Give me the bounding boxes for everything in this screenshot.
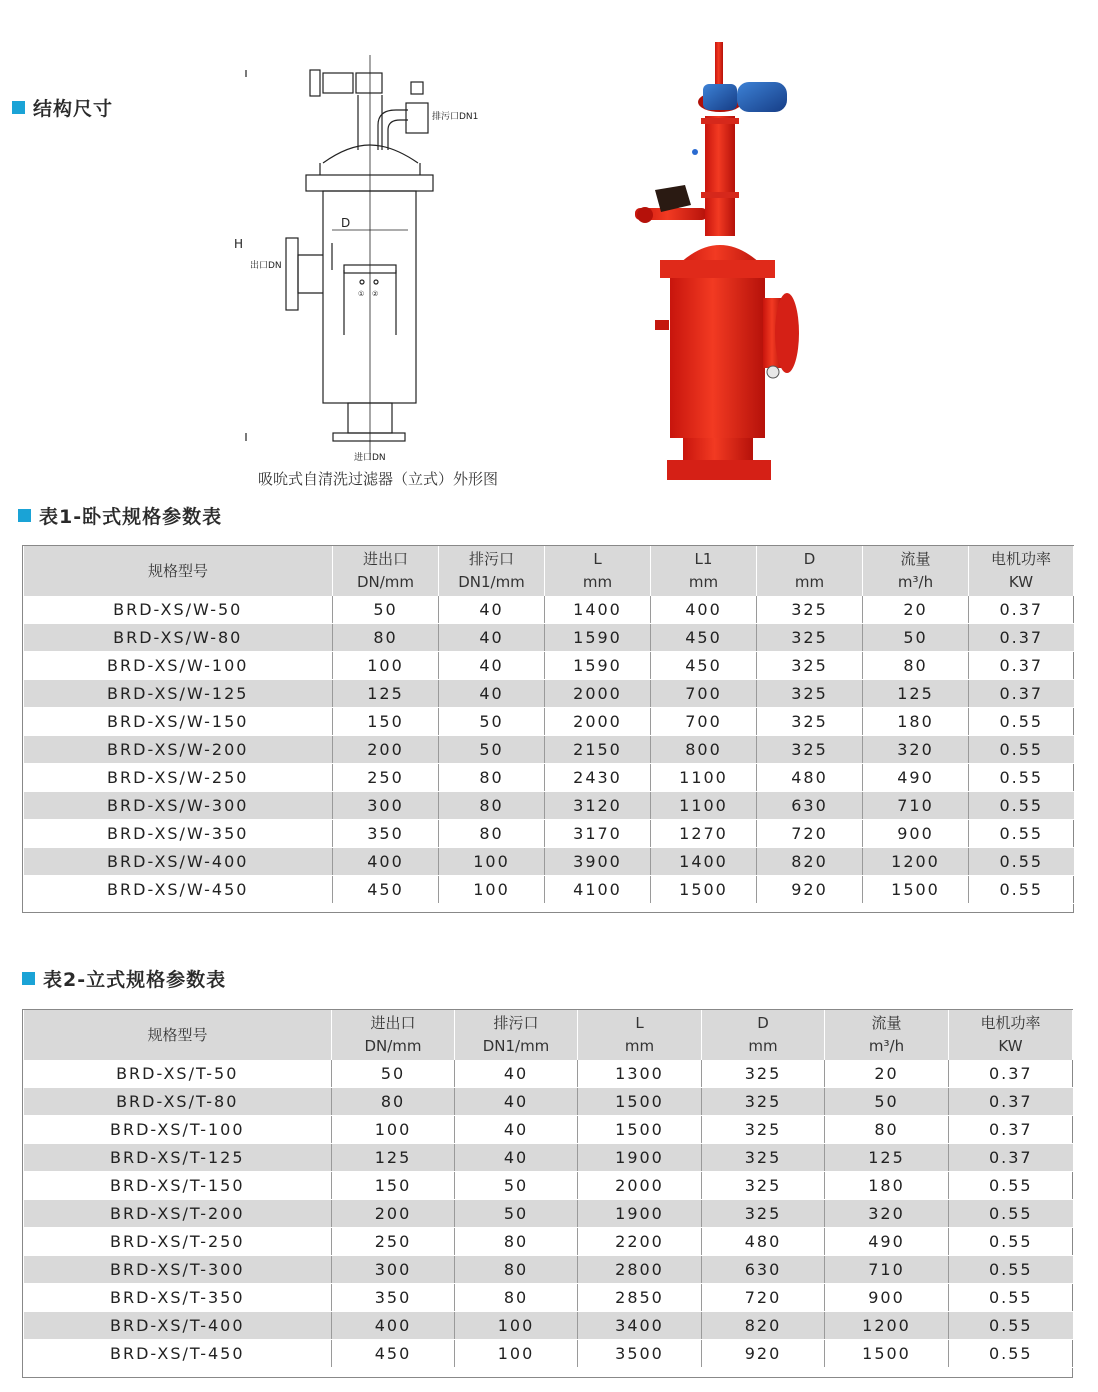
model-cell: BRD-XS/T-125 (24, 1144, 332, 1172)
value-cell: 1300 (578, 1060, 702, 1088)
value-cell: 2430 (545, 764, 651, 792)
table2-header-model: 规格型号 (24, 1010, 332, 1060)
table2 (23, 1010, 1073, 1368)
value-cell: 1590 (545, 652, 651, 680)
value-cell: 40 (455, 1116, 578, 1144)
value-cell: 80 (439, 792, 545, 820)
value-cell: 480 (757, 764, 863, 792)
table2-header-drain: 排污口 DN1/mm (455, 1010, 578, 1060)
value-cell: 450 (651, 624, 757, 652)
drawing-label-drain: 排污口DN1 (432, 112, 479, 122)
table-row (24, 1228, 1073, 1256)
value-cell: 2000 (545, 680, 651, 708)
table-row (24, 848, 1074, 876)
value-cell: 1200 (825, 1312, 949, 1340)
value-cell: 80 (863, 652, 969, 680)
value-cell: 0.55 (969, 708, 1074, 736)
model-cell: BRD-XS/T-150 (24, 1172, 332, 1200)
value-cell: 50 (455, 1172, 578, 1200)
value-cell: 0.55 (949, 1256, 1073, 1284)
value-cell: 0.37 (949, 1060, 1073, 1088)
value-cell: 100 (455, 1340, 578, 1368)
table-row (24, 1116, 1073, 1144)
value-cell: 40 (439, 680, 545, 708)
drawing-label-d: D (341, 216, 351, 230)
table-row (24, 1088, 1073, 1116)
table1-header-port: 进出口 DN/mm (333, 546, 439, 596)
table2-header-power: 电机功率 KW (949, 1010, 1073, 1060)
value-cell: 920 (702, 1340, 825, 1368)
value-cell: 80 (455, 1228, 578, 1256)
value-cell: 0.37 (949, 1088, 1073, 1116)
value-cell: 0.55 (969, 820, 1074, 848)
table1-title-text: 表1-卧式规格参数表 (39, 506, 223, 528)
model-cell: BRD-XS/W-450 (24, 876, 333, 904)
value-cell: 710 (825, 1256, 949, 1284)
model-cell: BRD-XS/T-200 (24, 1200, 332, 1228)
table2-header-d: D mm (702, 1010, 825, 1060)
table-row (24, 680, 1074, 708)
value-cell: 3170 (545, 820, 651, 848)
value-cell: 80 (439, 764, 545, 792)
model-cell: BRD-XS/W-400 (24, 848, 333, 876)
value-cell: 325 (757, 736, 863, 764)
value-cell: 325 (757, 680, 863, 708)
value-cell: 3900 (545, 848, 651, 876)
filter-product-photo (625, 40, 815, 495)
value-cell: 100 (333, 652, 439, 680)
value-cell: 630 (757, 792, 863, 820)
table2-header-flow: 流量 m³/h (825, 1010, 949, 1060)
value-cell: 920 (757, 876, 863, 904)
value-cell: 0.37 (949, 1144, 1073, 1172)
value-cell: 125 (863, 680, 969, 708)
value-cell: 3400 (578, 1312, 702, 1340)
value-cell: 200 (332, 1200, 455, 1228)
filter-outline-drawing (228, 55, 479, 465)
value-cell: 0.55 (969, 792, 1074, 820)
value-cell: 50 (825, 1088, 949, 1116)
value-cell: 0.55 (949, 1200, 1073, 1228)
value-cell: 325 (702, 1116, 825, 1144)
drawing-label-outlet: 出口DN (250, 261, 282, 271)
value-cell: 0.37 (969, 624, 1074, 652)
value-cell: 450 (651, 652, 757, 680)
value-cell: 50 (439, 736, 545, 764)
value-cell: 50 (332, 1060, 455, 1088)
model-cell: BRD-XS/W-100 (24, 652, 333, 680)
value-cell: 700 (651, 708, 757, 736)
table1-header-d: D mm (757, 546, 863, 596)
value-cell: 1500 (578, 1088, 702, 1116)
value-cell: 4100 (545, 876, 651, 904)
value-cell: 0.37 (969, 596, 1074, 624)
model-cell: BRD-XS/W-125 (24, 680, 333, 708)
value-cell: 2200 (578, 1228, 702, 1256)
drawing-label-inlet: 进口DN (354, 453, 386, 463)
drawing-mark-2: ② (372, 290, 379, 298)
value-cell: 50 (863, 624, 969, 652)
value-cell: 300 (333, 792, 439, 820)
value-cell: 710 (863, 792, 969, 820)
table-row (24, 1200, 1073, 1228)
model-cell: BRD-XS/T-250 (24, 1228, 332, 1256)
value-cell: 1200 (863, 848, 969, 876)
value-cell: 325 (702, 1088, 825, 1116)
model-cell: BRD-XS/T-350 (24, 1284, 332, 1312)
value-cell: 325 (757, 652, 863, 680)
value-cell: 100 (455, 1312, 578, 1340)
value-cell: 350 (332, 1284, 455, 1312)
value-cell: 1500 (578, 1116, 702, 1144)
value-cell: 450 (333, 876, 439, 904)
table2-header-l: L mm (578, 1010, 702, 1060)
value-cell: 0.55 (969, 736, 1074, 764)
table-row (24, 820, 1074, 848)
value-cell: 80 (455, 1256, 578, 1284)
value-cell: 40 (455, 1088, 578, 1116)
value-cell: 3500 (578, 1340, 702, 1368)
value-cell: 720 (702, 1284, 825, 1312)
table1 (23, 546, 1074, 904)
value-cell: 0.55 (969, 848, 1074, 876)
section-title-structure (12, 94, 113, 121)
value-cell: 150 (332, 1172, 455, 1200)
value-cell: 200 (333, 736, 439, 764)
value-cell: 320 (863, 736, 969, 764)
value-cell: 40 (439, 652, 545, 680)
value-cell: 50 (455, 1200, 578, 1228)
value-cell: 40 (439, 624, 545, 652)
value-cell: 40 (439, 596, 545, 624)
value-cell: 250 (332, 1228, 455, 1256)
value-cell: 1100 (651, 764, 757, 792)
model-cell: BRD-XS/W-80 (24, 624, 333, 652)
table-row (24, 1340, 1073, 1368)
value-cell: 80 (825, 1116, 949, 1144)
model-cell: BRD-XS/W-250 (24, 764, 333, 792)
drawing-mark-1: ① (358, 290, 365, 298)
value-cell: 20 (863, 596, 969, 624)
value-cell: 0.55 (949, 1228, 1073, 1256)
table2-title-text: 表2-立式规格参数表 (43, 969, 227, 991)
value-cell: 900 (863, 820, 969, 848)
value-cell: 325 (702, 1172, 825, 1200)
value-cell: 125 (332, 1144, 455, 1172)
table1-header-l: L mm (545, 546, 651, 596)
value-cell: 1500 (863, 876, 969, 904)
value-cell: 80 (333, 624, 439, 652)
value-cell: 630 (702, 1256, 825, 1284)
model-cell: BRD-XS/T-50 (24, 1060, 332, 1088)
section-title-text: 结构尺寸 (33, 98, 114, 120)
value-cell: 180 (825, 1172, 949, 1200)
table1-title (18, 502, 222, 529)
value-cell: 1590 (545, 624, 651, 652)
value-cell: 350 (333, 820, 439, 848)
table2-body (24, 1060, 1073, 1368)
value-cell: 150 (333, 708, 439, 736)
value-cell: 800 (651, 736, 757, 764)
value-cell: 820 (702, 1312, 825, 1340)
value-cell: 1100 (651, 792, 757, 820)
value-cell: 300 (332, 1256, 455, 1284)
value-cell: 325 (757, 708, 863, 736)
value-cell: 1400 (545, 596, 651, 624)
value-cell: 720 (757, 820, 863, 848)
value-cell: 2850 (578, 1284, 702, 1312)
value-cell: 2000 (545, 708, 651, 736)
bullet-square-icon (18, 509, 31, 522)
value-cell: 900 (825, 1284, 949, 1312)
model-cell: BRD-XS/T-450 (24, 1340, 332, 1368)
table-row (24, 736, 1074, 764)
bullet-square-icon (22, 972, 35, 985)
value-cell: 0.55 (949, 1312, 1073, 1340)
value-cell: 100 (439, 876, 545, 904)
value-cell: 400 (333, 848, 439, 876)
value-cell: 80 (332, 1088, 455, 1116)
value-cell: 0.55 (949, 1172, 1073, 1200)
table-row (24, 792, 1074, 820)
table1-body (24, 596, 1074, 904)
value-cell: 1400 (651, 848, 757, 876)
model-cell: BRD-XS/W-350 (24, 820, 333, 848)
table1-header-l1: L1 mm (651, 546, 757, 596)
table-row (24, 1060, 1073, 1088)
model-cell: BRD-XS/T-300 (24, 1256, 332, 1284)
value-cell: 20 (825, 1060, 949, 1088)
value-cell: 2150 (545, 736, 651, 764)
table-row (24, 1144, 1073, 1172)
table1-header-model: 规格型号 (24, 546, 333, 596)
value-cell: 480 (702, 1228, 825, 1256)
value-cell: 100 (332, 1116, 455, 1144)
table1-header-row (24, 546, 1074, 596)
value-cell: 0.55 (969, 764, 1074, 792)
value-cell: 325 (757, 624, 863, 652)
table1-header-drain: 排污口 DN1/mm (439, 546, 545, 596)
table1-header-power: 电机功率 KW (969, 546, 1074, 596)
value-cell: 325 (702, 1144, 825, 1172)
value-cell: 325 (757, 596, 863, 624)
model-cell: BRD-XS/W-150 (24, 708, 333, 736)
table-row (24, 1284, 1073, 1312)
table2-header-port: 进出口 DN/mm (332, 1010, 455, 1060)
table-row (24, 708, 1074, 736)
value-cell: 400 (332, 1312, 455, 1340)
table-row (24, 596, 1074, 624)
value-cell: 320 (825, 1200, 949, 1228)
value-cell: 1270 (651, 820, 757, 848)
value-cell: 400 (651, 596, 757, 624)
value-cell: 80 (439, 820, 545, 848)
value-cell: 1500 (825, 1340, 949, 1368)
value-cell: 125 (825, 1144, 949, 1172)
value-cell: 50 (439, 708, 545, 736)
model-cell: BRD-XS/T-400 (24, 1312, 332, 1340)
value-cell: 125 (333, 680, 439, 708)
drawing-caption: 吸吮式自清洗过滤器（立式）外形图 (258, 470, 499, 488)
model-cell: BRD-XS/T-100 (24, 1116, 332, 1144)
value-cell: 2000 (578, 1172, 702, 1200)
table-row (24, 652, 1074, 680)
table-row (24, 876, 1074, 904)
model-cell: BRD-XS/T-80 (24, 1088, 332, 1116)
value-cell: 50 (333, 596, 439, 624)
value-cell: 490 (825, 1228, 949, 1256)
value-cell: 820 (757, 848, 863, 876)
value-cell: 180 (863, 708, 969, 736)
table2-header-row (24, 1010, 1073, 1060)
value-cell: 325 (702, 1200, 825, 1228)
value-cell: 450 (332, 1340, 455, 1368)
value-cell: 0.55 (969, 876, 1074, 904)
value-cell: 325 (702, 1060, 825, 1088)
value-cell: 0.37 (949, 1116, 1073, 1144)
model-cell: BRD-XS/W-300 (24, 792, 333, 820)
table-row (24, 1172, 1073, 1200)
value-cell: 250 (333, 764, 439, 792)
table-row (24, 1312, 1073, 1340)
table-row (24, 1256, 1073, 1284)
table2-title (22, 965, 226, 992)
bullet-square-icon (12, 101, 25, 114)
model-cell: BRD-XS/W-50 (24, 596, 333, 624)
value-cell: 100 (439, 848, 545, 876)
table1-header-flow: 流量 m³/h (863, 546, 969, 596)
model-cell: BRD-XS/W-200 (24, 736, 333, 764)
value-cell: 1900 (578, 1200, 702, 1228)
drawing-label-h: H (234, 237, 244, 251)
value-cell: 0.37 (969, 680, 1074, 708)
value-cell: 2800 (578, 1256, 702, 1284)
value-cell: 0.55 (949, 1284, 1073, 1312)
value-cell: 1500 (651, 876, 757, 904)
value-cell: 40 (455, 1060, 578, 1088)
value-cell: 40 (455, 1144, 578, 1172)
table-row (24, 624, 1074, 652)
value-cell: 490 (863, 764, 969, 792)
value-cell: 0.55 (949, 1340, 1073, 1368)
value-cell: 3120 (545, 792, 651, 820)
value-cell: 1900 (578, 1144, 702, 1172)
value-cell: 700 (651, 680, 757, 708)
value-cell: 80 (455, 1284, 578, 1312)
table-row (24, 764, 1074, 792)
value-cell: 0.37 (969, 652, 1074, 680)
